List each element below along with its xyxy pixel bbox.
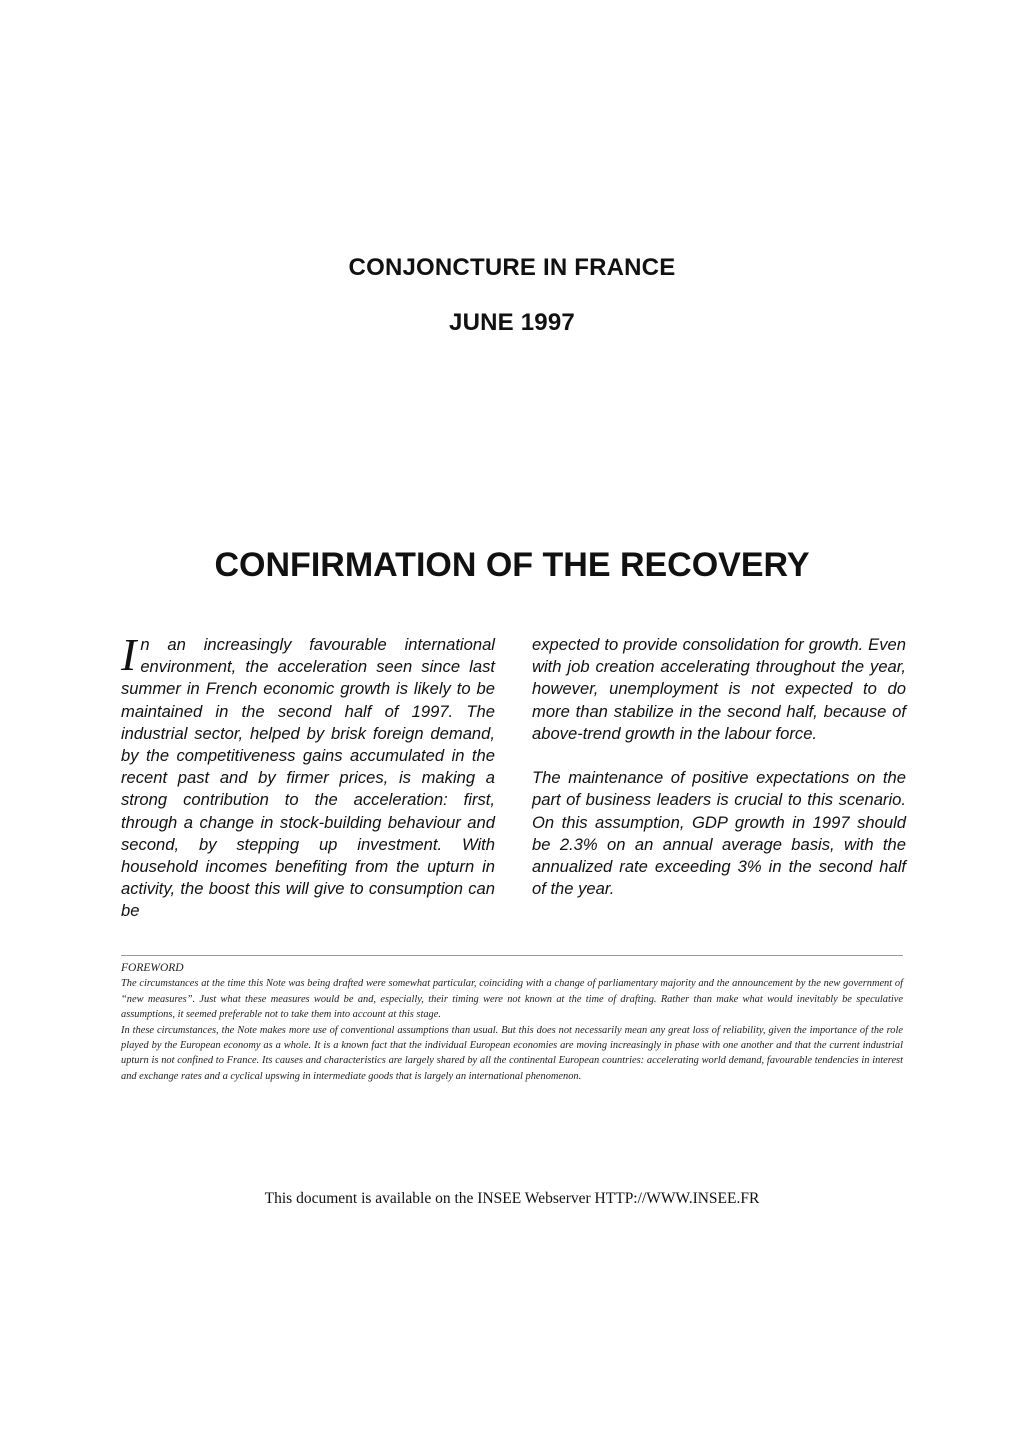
drop-cap: I xyxy=(121,629,137,680)
foreword-section xyxy=(121,961,903,1084)
summary-paragraph-continued: expected to provide consolidation for growth. Even with job creation accelerating throughout the year, however, unemployment is not expected to do more than stabilize in the second half, because of above-trend growth in the labour force. xyxy=(532,635,906,743)
summary-paragraph-1: n an increasingly favourable international environment, the acceleration seen since last summer in French economic growth is likely to be maintained in the second half of 1997. The industrial sector, helped by brisk foreign demand, by the competitiveness gains accumulated in the recent past and by firmer prices, is making a strong contribution to the acceleration: first, through a change in stock-building behaviour and second, by stepping up investment. With household incomes benefiting from the upturn in activity, the boost this will give to consumption can be xyxy=(121,635,495,921)
availability-note: This document is available on the INSEE Webserver HTTP://WWW.INSEE.FR xyxy=(264,1190,760,1207)
summary-left-column xyxy=(121,629,495,923)
foreword-paragraph-2: In these circumstances, the Note makes more use of conventional assumptions than usual. But this does not necessarily mean any great loss of reliability, given the importance of the role played by the European economy as a whole. It is a known fact that the individual European economies are moving increasingly in phase with one another and that the current industrial upturn is not confined to France. Its causes and characteristics are largely shared by all the continental European countries: accelerating world demand, favourable tendencies in interest and exchange rates and a cyclical upswing in intermediate goods that is largely an international phenomenon. xyxy=(121,1024,903,1082)
summary-right-column xyxy=(532,634,906,900)
foreword-heading: FOREWORD xyxy=(121,962,184,974)
section-divider xyxy=(121,955,903,956)
publication-date: JUNE 1997 xyxy=(449,309,575,336)
summary-paragraph-2: The maintenance of positive expectations on the part of business leaders is crucial to this scenario. On this assumption, GDP growth in 1997 should be 2.3% on an annual average basis, with the annualized rate exceeding 3% in the second half of the year. xyxy=(532,768,906,899)
foreword-paragraph-1: The circumstances at the time this Note was being drafted were somewhat particular, coinciding with a change of parliamentary majority and the announcement by the new government of “new measures”. Just what these measures would be and, especially, their timing were not known at the time of drafting. Rather than make what would inevitably be speculative assumptions, it seemed preferable not to take them into account at this stage. xyxy=(121,978,903,1021)
page-title: CONFIRMATION OF THE RECOVERY xyxy=(214,546,810,584)
publication-series-title: CONJONCTURE IN FRANCE xyxy=(348,254,676,281)
